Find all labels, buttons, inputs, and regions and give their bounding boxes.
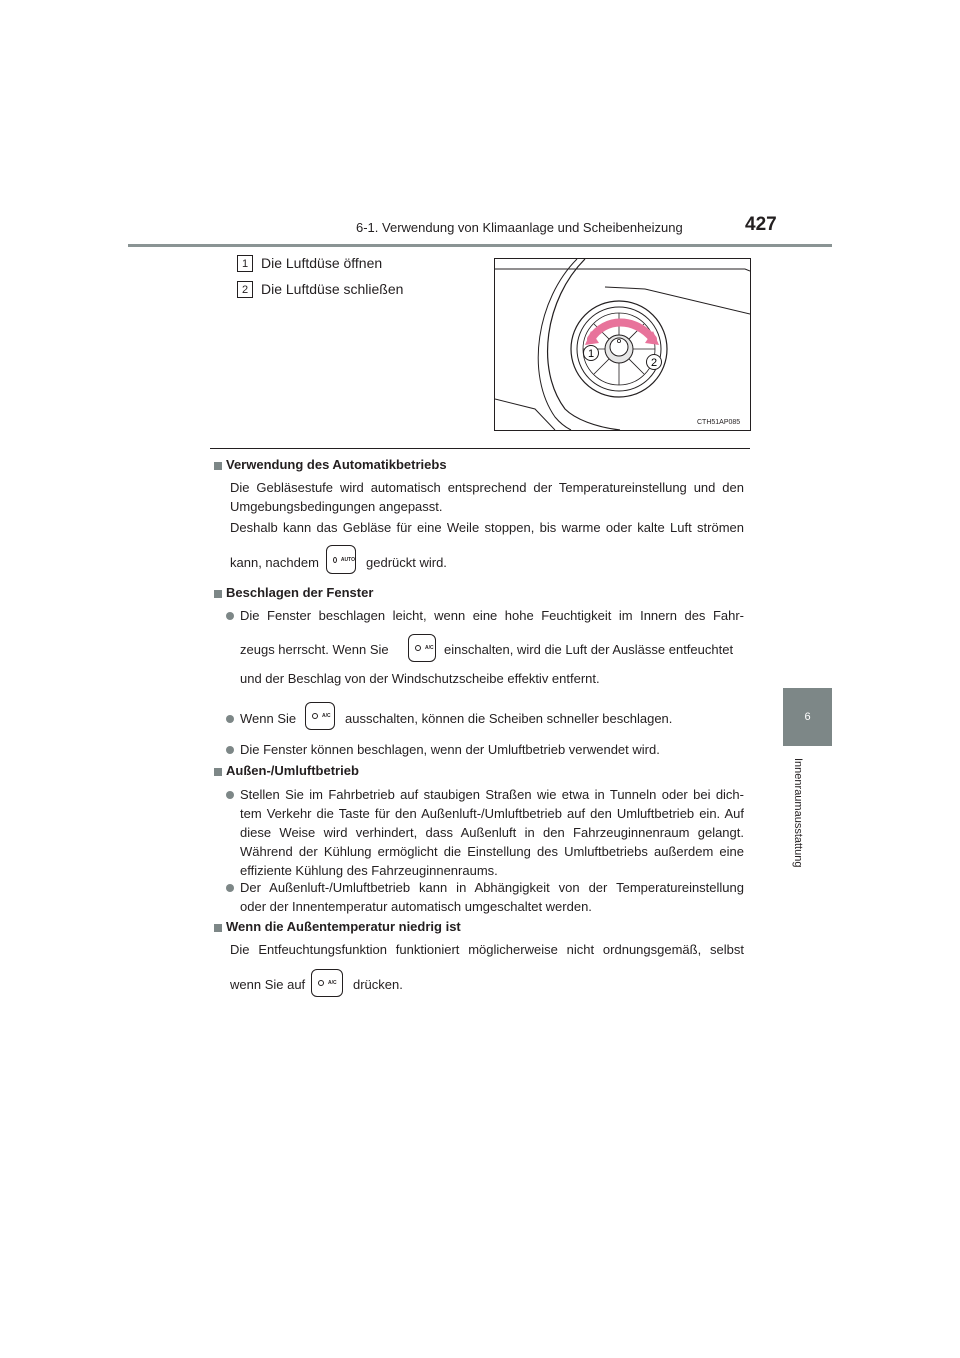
section-title: 6-1. Verwendung von Klimaanlage und Scheibenheizung <box>356 220 683 235</box>
recirc-b1-line2: tem Verkehr die Taste für den Außenluft-/Umluftbetrieb auf den Umluftbetrieb ein. Auf <box>240 806 744 821</box>
recirc-b1-line3: diese Weise wird verhindert, dass Außenluft in den Fahrzeuginnenraum gelangt. <box>240 825 744 840</box>
heading-square-icon <box>214 924 222 932</box>
ac-button-label: A/C <box>328 980 337 986</box>
heading-square-icon <box>214 768 222 776</box>
indicator-light-icon <box>312 713 318 719</box>
cold-line2a: wenn Sie auf <box>230 977 306 992</box>
heading-square-icon <box>214 590 222 598</box>
header-rule <box>128 244 832 247</box>
ac-button-label: A/C <box>425 645 434 651</box>
chapter-number: 6 <box>804 711 811 723</box>
figure-marker-1: 1 <box>587 348 595 360</box>
auto-text-line2: Umgebungsbedingungen angepasst. <box>230 499 443 514</box>
auto-button-label: AUTO <box>340 556 355 563</box>
ac-button-icon <box>305 702 335 730</box>
indicator-light-icon <box>415 645 421 651</box>
ac-button-label: A/C <box>322 713 331 719</box>
chapter-label-wrap <box>790 758 806 888</box>
fog-b2a: Wenn Sie <box>240 711 297 726</box>
recirc-b1-line5: effiziente Kühlung des Fahrzeuginnenraums. <box>240 863 498 878</box>
bullet-icon <box>226 715 234 723</box>
indicator-light-icon <box>318 980 324 986</box>
fog-b1-line2b: einschalten, wird die Luft der Auslässe entfeuchtet <box>444 642 734 657</box>
auto-text-line1: Die Gebläsestufe wird automatisch entsprechend der Temperatureinstellung und den <box>230 480 744 495</box>
bullet-icon <box>226 791 234 799</box>
recirc-b1-line1: Stellen Sie im Fahrbetrieb auf staubigen Straßen wie etwa in Tunneln oder bei dich- <box>240 787 744 802</box>
cold-line1: Die Entfeuchtungsfunktion funktioniert möglicherweise nicht ordnungsgemäß, selbst <box>230 942 744 957</box>
fog-b1-line3: und der Beschlag von der Windschutzscheibe effektiv entfernt. <box>240 671 600 686</box>
chapter-tab <box>783 688 832 746</box>
heading-auto: Verwendung des Automatikbetriebs <box>226 457 447 472</box>
cold-line2b: drücken. <box>353 977 403 992</box>
callout-text-1: Die Luftdüse öffnen <box>261 255 383 271</box>
auto-button-icon <box>326 545 356 574</box>
bullet-icon <box>226 884 234 892</box>
auto-text-line4b: gedrückt wird. <box>366 555 447 570</box>
heading-square-icon <box>214 462 222 470</box>
air-vent-drawing <box>495 259 750 430</box>
callout-badge-2: 2 <box>237 281 253 298</box>
bullet-icon <box>226 612 234 620</box>
indicator-light-icon <box>333 557 337 563</box>
fog-b1-line1: Die Fenster beschlagen leicht, wenn eine hohe Feuchtigkeit im Innern des Fahr- <box>240 608 744 623</box>
chapter-label: Innenraumausstattung <box>792 758 804 868</box>
callout-text-2: Die Luftdüse schließen <box>261 281 404 297</box>
recirc-b2-line2: oder der Innentemperatur automatisch umgeschaltet werden. <box>240 899 592 914</box>
figure-marker-2: 2 <box>650 357 658 369</box>
bullet-icon <box>226 746 234 754</box>
page-number: 427 <box>745 214 777 235</box>
fog-b1-line2a: zeugs herrscht. Wenn Sie <box>240 642 389 657</box>
callout-badge-1: 1 <box>237 255 253 272</box>
air-vent-illustration <box>494 258 751 431</box>
heading-recirc: Außen-/Umluftbetrieb <box>226 763 359 778</box>
auto-text-line3: Deshalb kann das Gebläse für eine Weile stoppen, bis warme oder kalte Luft strömen <box>230 520 744 535</box>
section-rule <box>210 448 750 449</box>
fog-b3: Die Fenster können beschlagen, wenn der Umluftbetrieb verwendet wird. <box>240 742 660 757</box>
figure-code: CTH51AP085 <box>697 419 741 426</box>
ac-button-icon <box>311 969 343 997</box>
recirc-b1-line4: Während der Kühlung ermöglicht die Einstellung des Umluftbetriebs außerdem eine <box>240 844 744 859</box>
auto-text-line4a: kann, nachdem <box>230 555 319 570</box>
recirc-b2-line1: Der Außenluft-/Umluftbetrieb kann in Abhängigkeit von der Temperatureinstellung <box>240 880 744 895</box>
heading-cold: Wenn die Außentemperatur niedrig ist <box>226 919 461 934</box>
heading-fog: Beschlagen der Fenster <box>226 585 374 600</box>
fog-b2b: ausschalten, können die Scheiben schneller beschlagen. <box>345 711 673 726</box>
ac-button-icon <box>408 634 436 662</box>
